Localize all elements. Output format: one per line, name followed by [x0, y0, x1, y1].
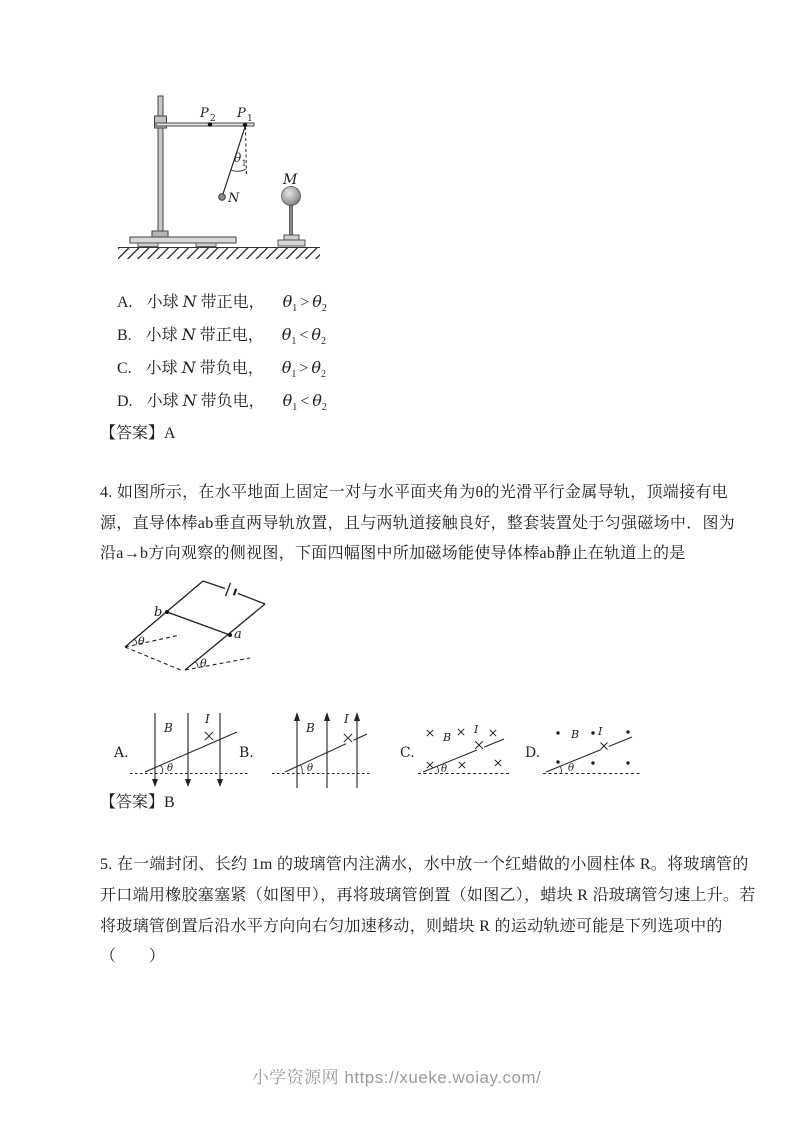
current-label: I — [205, 712, 210, 726]
option-text: 小球 — [145, 327, 178, 344]
ball-n-label: N — [228, 191, 240, 206]
theta: θ — [311, 325, 322, 344]
option-letter: A. — [117, 294, 133, 311]
p2-label: P — [200, 106, 209, 121]
subscript: 2 — [321, 336, 327, 347]
theta-comparison — [282, 391, 327, 413]
theta: θ — [311, 358, 322, 377]
option-text: 带正电， — [199, 327, 264, 344]
p2-subscript: 2 — [210, 114, 216, 124]
subscript: 1 — [291, 369, 297, 380]
charged-sphere-m — [278, 172, 305, 246]
subscript: 2 — [321, 369, 327, 380]
field-arrows-up — [294, 712, 360, 788]
theta: θ — [312, 391, 322, 410]
b-field-label: B — [443, 731, 452, 744]
ball-n — [219, 194, 226, 201]
subscript: 1 — [292, 402, 298, 413]
b-field-label: B — [571, 728, 580, 741]
conductor-bar-ab — [154, 605, 242, 642]
q4-option-figure-c — [400, 723, 510, 775]
current-into-page-icon — [342, 732, 354, 744]
theta-upper-label: θ — [138, 635, 145, 648]
inclined-rails-figure — [110, 576, 350, 684]
comparison-operator: > — [300, 294, 310, 311]
option-text: 带负电， — [200, 393, 265, 410]
theta: θ — [281, 358, 292, 377]
subscript: 2 — [321, 402, 327, 413]
bar-a-label: a — [234, 627, 242, 642]
battery-icon — [226, 583, 237, 596]
current-label: I — [344, 712, 349, 726]
subscript: 1 — [291, 336, 297, 347]
theta-comparison — [281, 358, 327, 380]
current-into-page-icon — [474, 740, 485, 751]
option-text: 小球 — [146, 393, 179, 410]
p1-label: P — [237, 106, 246, 121]
q4-line-2: 源，直导体棒ab垂直两导轨放置，且与两轨道接触良好，整套装置处于匀强磁场中．图为 — [100, 514, 736, 532]
q4-option-figure-a — [113, 712, 250, 787]
comparison-operator: < — [300, 393, 310, 410]
q3-option-b — [117, 318, 327, 351]
theta1-label: θ — [234, 151, 242, 165]
comparison-operator: < — [299, 327, 309, 344]
option-text: 小球 — [145, 360, 178, 377]
var-n: N — [181, 325, 196, 344]
option-letter: C. — [117, 360, 132, 377]
current-label: I — [598, 725, 603, 738]
var-n: N — [182, 292, 197, 311]
var-n: N — [182, 391, 197, 410]
footer-text: 小学资源网 https://xueke.woiay.com/ — [251, 1068, 542, 1087]
q3-option-d — [117, 384, 327, 417]
q4-option-figure-d — [525, 725, 640, 774]
theta: θ — [282, 292, 293, 311]
current-label: I — [474, 723, 479, 736]
q5-text — [100, 850, 756, 973]
option-text: 小球 — [146, 294, 179, 311]
current-into-page-icon — [203, 730, 215, 742]
comparison-operator: > — [299, 360, 309, 377]
q4-option-figure-b — [239, 712, 372, 788]
rails — [125, 581, 265, 670]
option-letter: D. — [117, 393, 133, 410]
bar-b-label: b — [154, 605, 163, 620]
b-field-label: B — [164, 721, 173, 735]
var-n: N — [181, 358, 196, 377]
theta-comparison — [281, 325, 327, 347]
answer-value: A — [164, 425, 176, 442]
theta-lower-label: θ — [200, 657, 207, 670]
site-footer — [0, 1063, 793, 1088]
q3-option-a — [117, 285, 327, 318]
field-arrows-down — [152, 713, 223, 787]
subscript: 1 — [292, 303, 298, 314]
sphere-m-label: M — [283, 172, 298, 188]
answer-prefix: 【答案】 — [100, 794, 165, 811]
answer-value: B — [164, 794, 175, 811]
option-letter: C. — [400, 745, 415, 761]
q4-option-figures — [100, 703, 740, 795]
theta-label: θ — [568, 763, 575, 774]
theta: θ — [312, 292, 322, 311]
pendulum — [219, 127, 247, 206]
field-out-of-page-dots — [556, 730, 629, 764]
q5-line-4: （ ） — [100, 948, 166, 966]
q5-line-1: 5. 在一端封闭、长约 1m 的玻璃管内注满水，水中放一个红蜡做的小圆柱体 R。将玻璃管的 — [100, 856, 749, 873]
q4-line-1: 4. 如图所示，在水平地面上固定一对与水平面夹角为θ的光滑平行金属导轨，顶端接有电 — [100, 484, 728, 501]
option-text: 带正电， — [200, 294, 265, 311]
q3-answer — [100, 424, 176, 444]
q4-answer — [100, 793, 175, 813]
incline-angles — [134, 635, 207, 670]
option-letter: D. — [525, 745, 541, 761]
p1-subscript: 1 — [247, 114, 253, 124]
pendulum-sphere-figure — [118, 92, 328, 254]
theta: θ — [282, 391, 293, 410]
theta-label: θ — [167, 763, 174, 774]
theta: θ — [281, 325, 292, 344]
subscript: 2 — [321, 303, 327, 314]
q4-text — [100, 478, 735, 570]
theta-label: θ — [307, 763, 314, 774]
option-letter: A. — [114, 745, 129, 761]
theta-comparison — [282, 292, 327, 314]
current-into-page-icon — [599, 741, 609, 751]
theta-label: θ — [441, 764, 448, 775]
option-letter: B. — [117, 327, 132, 344]
q4-line-3: 沿a→b方向观察的侧视图，下面四幅图中所加磁场能使导体棒ab静止在轨道上的是 — [100, 545, 686, 562]
q5-line-3: 将玻璃管倒置后沿水平方向向右匀加速移动，则蜡块 R 的运动轨迹可能是下列选项中的 — [100, 917, 723, 935]
field-into-page-crosses — [427, 729, 501, 768]
b-field-label: B — [306, 721, 315, 735]
q3-option-c — [117, 351, 327, 384]
answer-prefix: 【答案】 — [100, 425, 165, 442]
option-text: 带负电， — [199, 360, 264, 377]
q5-line-2: 开口端用橡胶塞塞紧（如图甲），再将玻璃管倒置（如图乙），蜡块 R 沿玻璃管匀速上升。若 — [100, 886, 756, 904]
theta1-subscript: 1 — [241, 159, 247, 168]
ground-hatch — [118, 247, 320, 259]
option-letter: B. — [239, 745, 254, 761]
q3-options — [117, 285, 327, 417]
